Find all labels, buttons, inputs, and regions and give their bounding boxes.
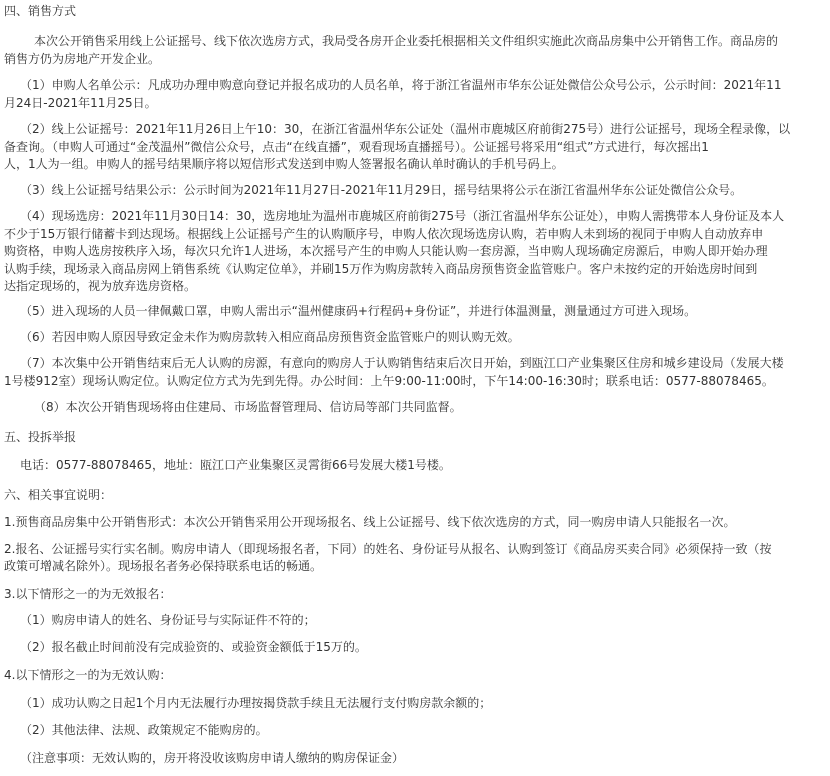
paragraph-line: 2.报名、公证摇号实行实名制。购房申请人（即现场报名者，下同）的姓名、身份证号从报名、认购到签订《商品房买卖合同》必须保持一致（按	[4, 542, 772, 556]
paragraph-line: 3.以下情形之一的为无效报名：	[4, 587, 172, 601]
paragraph-line: （3）线上公证摇号结果公示：公示时间为2021年11月27日-2021年11月29日，摇号结果将公示在浙江省温州华东公证处微信公众号。	[20, 183, 743, 197]
paragraph-line: （1）申购人名单公示：凡成功办理申购意向登记并报名成功的人员名单，将于浙江省温州市华东公证处微信公众号公示，公示时间：2021年11	[20, 78, 782, 92]
paragraph-line: （8）本次公开销售现场将由住建局、市场监督管理局、信访局等部门共同监督。	[34, 400, 462, 414]
paragraph-line: 4.以下情形之一的为无效认购：	[4, 668, 172, 682]
paragraph-line: 月24日-2021年11月25日。	[4, 96, 157, 110]
paragraph-line: 1号楼912室）现场认购定位。认购定位方式为先到先得。办公时间：上午9:00-11:00时，下午14:00-16:30时；联系电话：0577-88078465。	[4, 374, 774, 388]
paragraph-line: 购资格，申购人选房按秩序入场，每次只允许1人进场，本次摇号产生的申购人只能认购一套房源，当申购人现场确定房源后，申购人即开始办理	[4, 244, 768, 258]
paragraph-line: 本次公开销售采用线上公证摇号、线下依次选房方式，我局受各房开企业委托根据相关文件组织实施此次商品房集中公开销售工作。商品房的	[34, 34, 779, 48]
list-item: （1）购房申请人的姓名、身份证号与实际证件不符的；	[20, 613, 316, 627]
paragraph-line: （2）线上公证摇号：2021年11月26日上午10：30，在浙江省温州华东公证处（温州市鹿城区府前街275号）进行公证摇号，现场全程录像，以	[20, 122, 791, 136]
note-line: （注意事项：无效认购的，房开将没收该购房申请人缴纳的购房保证金）	[20, 751, 405, 765]
list-item: （2）其他法律、法规、政策规定不能购房的。	[20, 723, 268, 737]
paragraph-line: 备查询。（申购人可通过“金茂温州”微信公众号，点击“在线直播”，观看现场直播摇号）。公证摇号将采用“组式”方式进行，每次摇出1	[4, 140, 709, 154]
section-heading-related-matters: 六、相关事宜说明：	[4, 488, 113, 502]
list-item: （1）成功认购之日起1个月内无法履行办理按揭贷款手续且无法履行支付购房款余额的；	[20, 696, 492, 710]
paragraph-line: 人，1人为一组。申购人的摇号结果顺序将以短信形式发送到申购人签署报名确认单时确认的手机号码上。	[4, 157, 564, 171]
list-item: （2）报名截止时间前没有完成验资的、或验资金额低于15万的。	[20, 640, 367, 654]
paragraph-line: （6）若因申购人原因导致定金未作为购房款转入相应商品房预售资金监管账户的则认购无效。	[20, 330, 520, 344]
paragraph-line: 政策可增减名除外）。现场报名者务必保持联系电话的畅通。	[4, 559, 323, 573]
paragraph-line: 达指定现场的，视为放弃选房资格。	[4, 279, 197, 293]
section-heading-sales-method: 四、销售方式	[4, 4, 77, 18]
paragraph-line: （4）现场选房：2021年11月30日14：30，选房地址为温州市鹿城区府前街275号（浙江省温州华东公证处），申购人需携带本人身份证及本人	[20, 209, 785, 223]
paragraph-line: 销售方仍为房地产开发企业。	[4, 52, 161, 66]
paragraph-line: 不少于15万银行储蓄卡到达现场。根据线上公证摇号产生的认购顺序号，申购人依次现场选房认购，若申购人未到场的视同于申购人自动放弃申	[4, 227, 764, 241]
paragraph-line: （7）本次集中公开销售结束后无人认购的房源，有意向的购房人于认购销售结束后次日开始，到瓯江口产业集聚区住房和城乡建设局（发展大楼	[20, 356, 784, 370]
paragraph-line: （5）进入现场的人员一律佩戴口罩，申购人需出示“温州健康码+行程码+身份证”，并进行体温测量，测量通过方可进入现场。	[20, 304, 697, 318]
paragraph-line: 认购手续，现场录入商品房网上销售系统《认购定位单》，并刷15万作为购房款转入商品房预售资金监管账户。客户未按约定的开始选房时间到	[4, 262, 758, 276]
paragraph-line: 1.预售商品房集中公开销售形式：本次公开销售采用公开现场报名、线上公证摇号、线下依次选房的方式，同一购房申请人只能报名一次。	[4, 515, 736, 529]
section-heading-complaints: 五、投拆举报	[4, 430, 77, 444]
contact-line: 电话：0577-88078465，地址：瓯江口产业集聚区灵霄街66号发展大楼1号楼。	[20, 458, 451, 472]
